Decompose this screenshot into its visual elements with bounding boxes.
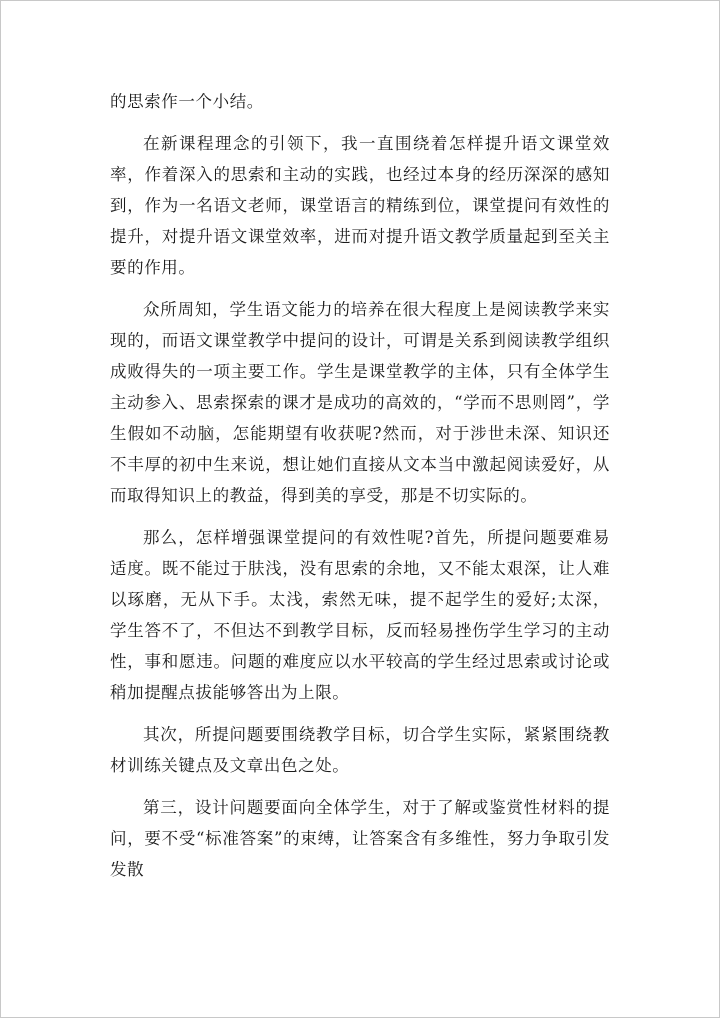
paragraph-3: 众所周知，学生语文能力的培养在很大程度上是阅读教学来实现的，而语文课堂教学中提问的设计，可谓是关系到阅读教学组织成败得失的一项主要工作。学生是课堂教学的主体，只有全体学生主动参入、思索探索的课才是成功的高效的，“学而不思则罔”，学生假如不动脑，怎能期望有收获呢?然而，对于涉世未深、知识还不丰厚的初中生来说，想让她们直接从文本当中激起阅读爱好，从而取得知识上的教益，得到美的享受，那是不切实际的。 — [110, 300, 610, 505]
paragraph-2: 在新课程理念的引领下，我一直围绕着怎样提升语文课堂效率，作着深入的思索和主动的实践，也经过本身的经历深深的感知到，作为一名语文老师，课堂语言的精练到位，课堂提问有效性的提升，对提升语文课堂效率，进而对提升语文教学质量起到至关主要的作用。 — [110, 134, 610, 277]
paragraph-4: 那么，怎样增强课堂提问的有效性呢?首先，所提问题要难易适度。既不能过于肤浅，没有思索的余地，又不能太艰深，让人难以琢磨，无从下手。太浅，索然无味，提不起学生的爱好;太深，学生答不了，不但达不到教学目标，反而轻易挫伤学生学习的主动性，事和愿违。问题的难度应以水平较高的学生经过思索或讨论或稍加提醒点拔能够答出为上限。 — [110, 528, 610, 702]
paragraph-1: 的思索作一个小结。 — [110, 92, 264, 111]
document-body — [110, 86, 610, 896]
paragraph-5: 其次，所提问题要围绕教学目标，切合学生实际，紧紧围绕教材训练关键点及文章出色之处。 — [110, 725, 610, 775]
paragraph-6: 第三，设计问题要面向全体学生，对于了解或鉴赏性材料的提问，要不受“标准答案”的束缚，让答案含有多维性，努力争取引发发散 — [110, 798, 610, 879]
